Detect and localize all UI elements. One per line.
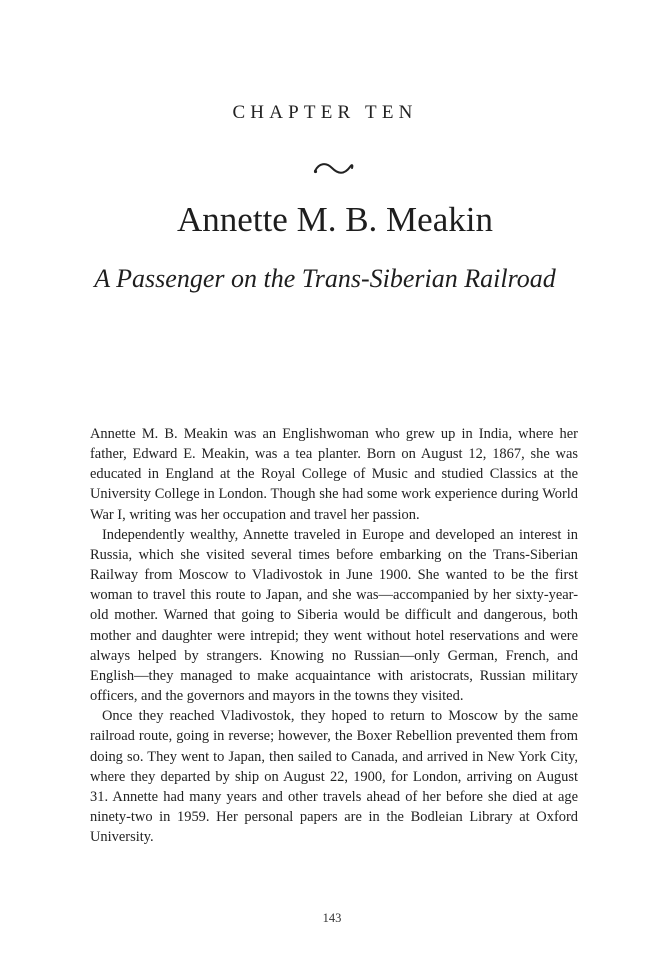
paragraph-2: Independently wealthy, Annette traveled in Europe and developed an interest in Russia, which she visited several times before embarking on the Trans-Siberian Railway from Moscow to Vladivostok in June 1900. She wanted to be the first woman to travel this route to Japan, and she was—accompanied by her sixty-year-old mother. Warned that going to Siberia would be difficult and dangerous, both mother and daughter were intrepid; they went without hotel reservations and were always helped by strangers. Knowing no Russian—only German, French, and English—they managed to make acquaintance with aristocrats, Russian military officers, and the governors and mayors in the towns they visited. bbox=[90, 526, 578, 705]
body-text bbox=[90, 424, 578, 847]
page-number: 143 bbox=[322, 911, 342, 925]
chapter-label: CHAPTER TEN bbox=[232, 102, 418, 123]
paragraph-1: Annette M. B. Meakin was an Englishwoman who grew up in India, where her father, Edward E. Meakin, was a tea planter. Born on August 12, 1867, she was educated in England at the Royal College of Music and studied Classics at the University College in London. Though she had some work experience during World War I, writing was her occupation and travel her passion. bbox=[90, 426, 578, 523]
chapter-title: Annette M. B. Meakin bbox=[177, 200, 493, 239]
chapter-subtitle: A Passenger on the Trans-Siberian Railroad bbox=[94, 264, 556, 293]
tilde-ornament-icon bbox=[312, 158, 356, 180]
paragraph-3: Once they reached Vladivostok, they hoped to return to Moscow by the same railroad route, going in reverse; however, the Boxer Rebellion prevented them from doing so. They went to Japan, then sailed to Canada, and arrived in New York City, where they departed by ship on August 22, 1900, for London, arriving on August 31. Annette had many years and other travels ahead of her before she died at age ninety-two in 1959. Her personal papers are in the Bodleian Library at Oxford University. bbox=[90, 708, 578, 846]
